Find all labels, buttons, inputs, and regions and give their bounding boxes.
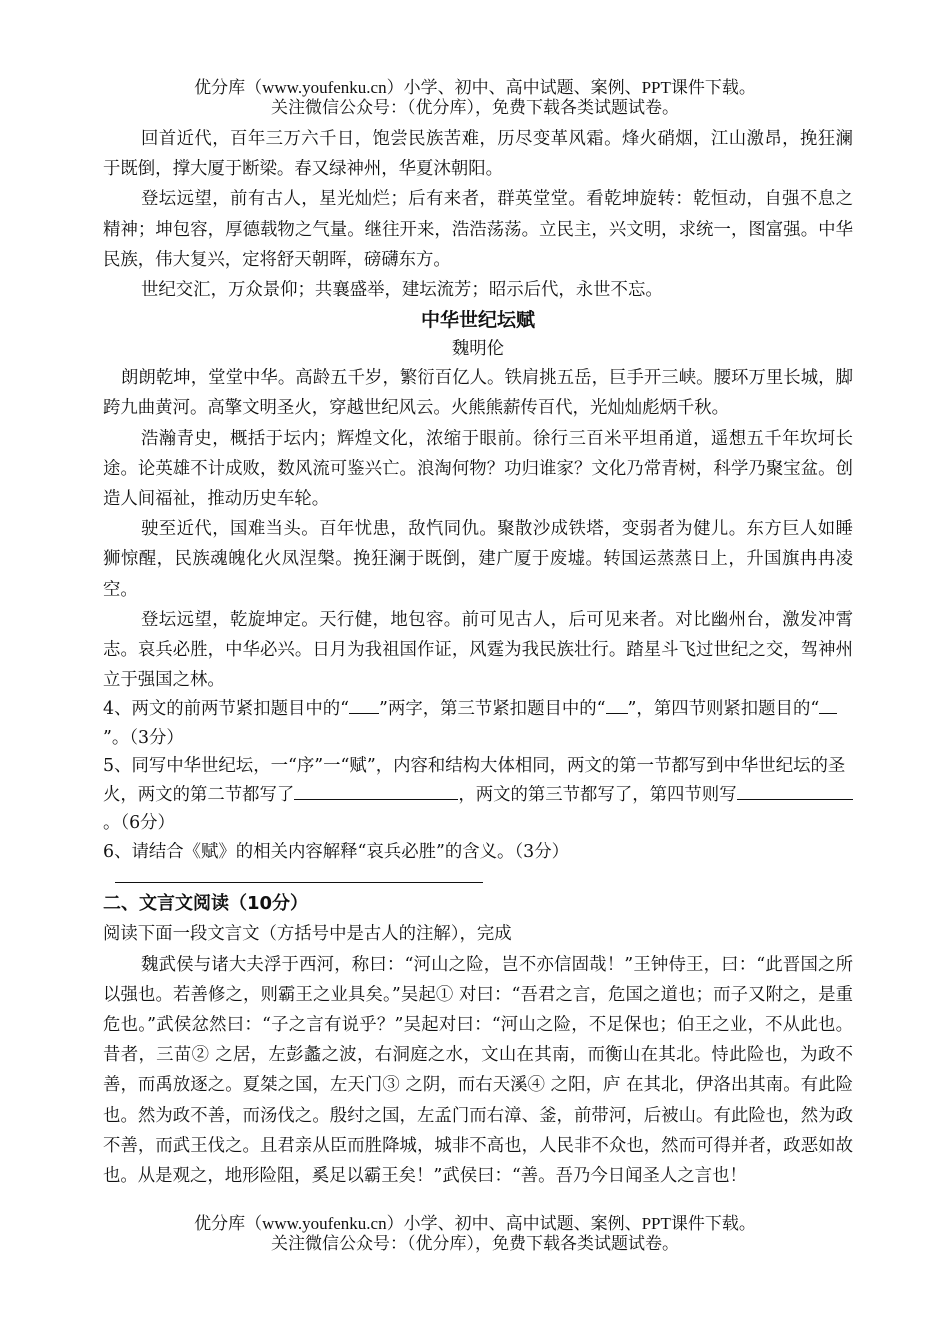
fu-title: 中华世纪坛赋 <box>420 309 535 332</box>
section-2-title: 二、文言文阅读（10分） <box>103 893 309 915</box>
question-4-blank-3[interactable] <box>819 699 837 714</box>
question-5 <box>103 752 853 838</box>
question-5-part-b: ，两文的第三节都写了 <box>458 784 633 805</box>
question-6-answer-line[interactable] <box>115 882 483 883</box>
header-line-2: 关注微信公众号：（优分库），免费下载各类试题试卷。 <box>271 98 679 117</box>
section-2-intro: 阅读下面一段文言文（方括号中是古人的注解），完成 <box>103 924 512 945</box>
question-5-blank-1[interactable] <box>294 785 458 800</box>
fu-paragraph-3: 驶至近代，国难当头。百年忧患，敌忾同仇。聚散沙成铁塔，变弱者为健儿。东方巨人如睡狮惊醒，民族魂魄化火凤涅槃。挽狂澜于既倒，建广厦于废墟。转国运蒸蒸日上，升国旗冉冉凌空。 <box>103 519 853 600</box>
fu-paragraph-1: 朗朗乾坤，堂堂中华。高龄五千岁，繁衍百亿人。铁肩挑五岳，巨手开三峡。腰环万里长城，脚跨九曲黄河。高擎文明圣火，穿越世纪风云。火熊熊薪传百代，光灿灿彪炳千秋。 <box>103 368 853 419</box>
classical-passage: 魏武侯与诸大夫浮于西河，称曰：“河山之险，岂不亦信固哉！”王钟侍王，曰：“此晋国之所以强也。若善修之，则霸王之业具矣。”吴起① 对曰：“吾君之言，危国之道也；而子又附之，是重危也。”武侯忿然曰：“子之言有说乎？”吴起对曰：“河山之险，不足保也；伯王之业，不从此也。昔者，三苗② 之居，左彭蠡之波，右洞庭之水，文山在其南，而衡山在其北。恃此险也，为政不善，而禹放逐之。夏桀之国，左天门③ 之阴，而右天溪④ 之阳，庐 在其北，伊洛出其南。有此险也。然为政不善，而汤伐之。殷纣之国，左孟门而右漳、釜，前带河，后被山。有此险也，然为政不善，而武王伐之。且君亲从臣而胜降城，城非不高也，人民非不众也，然而可得并者，政恶如故也。从是观之，地形险阻，奚足以霸王矣！”武侯曰：“善。吾乃今日闻圣人之言也！ <box>103 954 853 1187</box>
question-5-part-a: 5、同写中华世纪坛，一“序”一“赋”，内容和结构大体相同，两文的第一节都写到中华世纪坛的圣火，两文的第二节都写了 <box>103 756 846 805</box>
question-4-blank-2[interactable] <box>606 699 628 714</box>
question-4-part-b: ”两字，第三节紧扣题目中的“ <box>379 699 606 720</box>
question-5-part-d: 。（6分） <box>103 813 175 834</box>
preface-paragraph-2: 登坛远望，前有古人，星光灿烂；后有来者，群英堂堂。看乾坤旋转：乾恒动，自强不息之精神；坤包容，厚德载物之气量。继往开来，浩浩荡荡。立民主，兴文明，求统一，图富强。中华民族，伟大复兴，定将舒天朝晖，磅礴东方。 <box>103 189 853 270</box>
footer-line-1: 优分库（www.youfenku.cn）小学、初中、高中试题、案例、PPT课件下载。 <box>194 1214 756 1233</box>
question-4-part-c: ”，第四节则紧扣题目的“ <box>627 699 820 720</box>
fu-author: 魏明伦 <box>451 339 505 360</box>
question-6: 6、请结合《赋》的相关内容解释“哀兵必胜”的含义。（3分） <box>103 841 569 862</box>
preface-paragraph-1: 回首近代，百年三万六千日，饱尝民族苦难，历尽变革风霜。烽火硝烟，江山激昂，挽狂澜于既倒，撑大厦于断梁。春又绿神州，华夏沐朝阳。 <box>103 129 853 180</box>
preface-paragraph-3: 世纪交汇，万众景仰；共襄盛举，建坛流芳；昭示后代，永世不忘。 <box>141 280 663 301</box>
question-4-part-a: 4、两文的前两节紧扣题目中的“ <box>103 699 350 720</box>
question-4-blank-1[interactable] <box>349 699 379 714</box>
fu-paragraph-4: 登坛远望，乾旋坤定。天行健，地包容。前可见古人，后可见来者。对比幽州台，激发冲霄志。哀兵必胜，中华必兴。日月为我祖国作证，风霆为我民族壮行。踏星斗飞过世纪之交，驾神州立于强国之林。 <box>103 609 853 691</box>
question-5-part-c: ，第四节则写 <box>632 784 737 805</box>
header-line-1: 优分库（www.youfenku.cn）小学、初中、高中试题、案例、PPT课件下载。 <box>194 78 756 97</box>
main-content <box>103 124 853 1191</box>
fu-paragraph-2: 浩瀚青史，概括于坛内；辉煌文化，浓缩于眼前。徐行三百米平坦甬道，遥想五千年坎坷长途。论英雄不计成败，数风流可鉴兴亡。浪淘何物？功归谁家？文化乃常青树，科学乃聚宝盆。创造人间福祉，推动历史车轮。 <box>103 428 853 510</box>
footer-line-2: 关注微信公众号：（优分库），免费下载各类试题试卷。 <box>271 1234 679 1253</box>
question-4-part-d: ”。（3分） <box>103 727 184 748</box>
question-5-blank-2[interactable] <box>737 785 853 800</box>
question-4 <box>103 695 853 752</box>
